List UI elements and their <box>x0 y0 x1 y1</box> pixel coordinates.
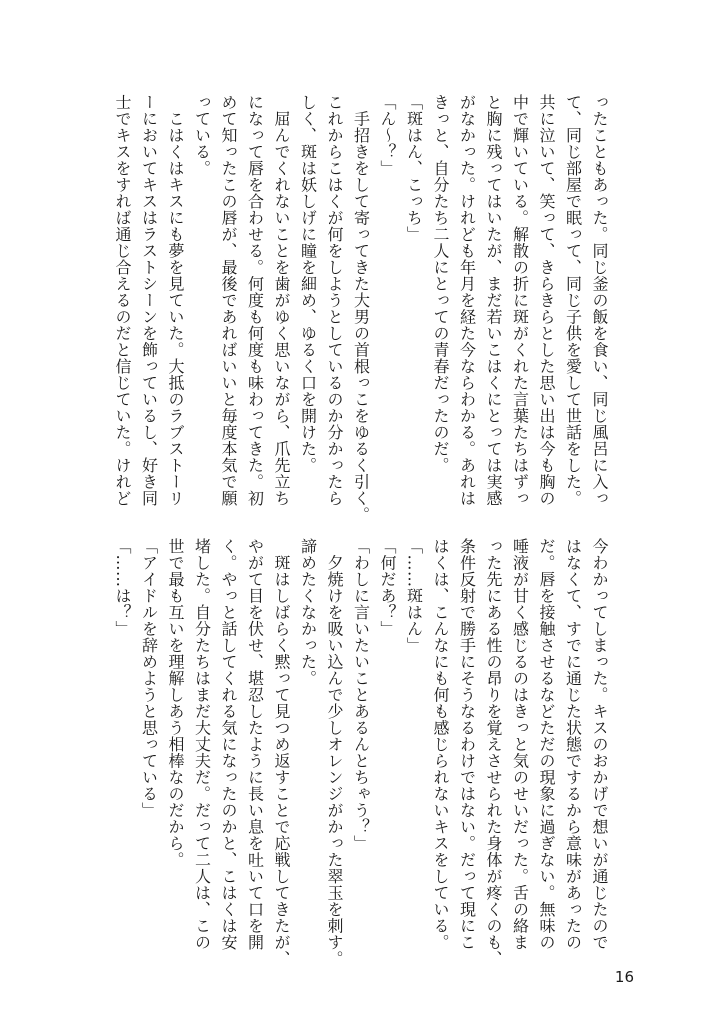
bottom-text-line: 「……は？」 <box>113 538 132 637</box>
top-text-line: めて知ったこの唇が、最後であればいいと毎度本気で願 <box>219 94 238 507</box>
top-text-line: ーにおいてキスはラストシーンを飾っているし、好き同 <box>139 94 159 507</box>
bottom-text-line: 諦めたくなかった。 <box>298 538 318 687</box>
bottom-text-line: やがて目を伏せ、堪忍したように長い息を吐いて口を開 <box>245 538 265 951</box>
top-text-line: 士でキスをすれば通じ合えるのだと信じていた。けれど <box>113 94 132 507</box>
bottom-text-line: 「アイドルを辞めようと思っている」 <box>139 538 159 819</box>
bottom-text-line: 今わかってしまった。キスのおかげで想いが通じたので <box>590 538 609 951</box>
top-text-line: 手招きをして寄ってきた大男の首根っこをゆるく引く。 <box>351 94 371 523</box>
top-text-line: て、同じ部屋で眠って、同じ子供を愛して世話をした。 <box>563 94 583 507</box>
bottom-text-line: 「何だあ？」 <box>378 538 397 637</box>
bottom-text-line: 「……斑はん」 <box>404 538 424 654</box>
text-block-bottom <box>109 538 613 967</box>
top-text-line: 中で輝いている。解散の折に斑がくれた言葉たちはずっ <box>510 94 530 507</box>
top-text-line: これからこはくが何をしようとしているのか分かったら <box>325 94 344 507</box>
bottom-text-line: 唾液が甘く感じるのはきっと気のせいだった。舌の絡ま <box>510 538 530 951</box>
top-text-line: ったこともあった。同じ釜の飯を食い、同じ風呂に入っ <box>590 94 609 507</box>
text-block-top <box>109 94 613 523</box>
top-text-line: 「斑はん、こっち」 <box>404 94 424 243</box>
top-text-line: と胸に残ってはいたが、まだ若いこはくにとっては実感 <box>484 94 503 507</box>
top-text-line: きっと、自分たち二人にとっての青春だったのだ。 <box>431 94 450 474</box>
bottom-text-line: はなくて、すでに通じた状態でするから意味があったの <box>563 538 583 951</box>
bottom-text-line: 堵した。自分たちはまだ大丈夫だ。だって二人は、この <box>192 538 212 951</box>
bottom-text-line: 「わしに言いたいことあるんとちゃう？」 <box>351 538 371 852</box>
bottom-text-line: く。やっと話してくれる気になったのかと、こはくは安 <box>219 538 238 951</box>
top-text-line: になって唇を合わせる。何度も何度も味わってきた。初 <box>245 94 265 507</box>
top-text-line: こはくはキスにも夢を見ていた。大抵のラブストーリ <box>166 94 185 507</box>
top-text-line: がなかった。けれども年月を経た今ならわかる。あれは <box>457 94 477 507</box>
bottom-text-line: った先にある性の昂りを覚えさせられた身体が疼くのも、 <box>484 538 503 967</box>
bottom-text-line: 斑はしばらく黙って見つめ返すことで応戦してきたが、 <box>272 538 291 967</box>
bottom-text-line: 条件反射で勝手にそうなるわけではない。だって現にこ <box>457 538 477 951</box>
top-text-line: 共に泣いて、笑って、きらきらとした思い出は今も胸の <box>537 94 556 507</box>
top-text-line: 屈んでくれないことを歯がゆく思いながら、爪先立ち <box>272 94 291 507</box>
top-text-line: しく、斑は妖しげに瞳を細め、ゆるく口を開けた。 <box>298 94 318 474</box>
bottom-text-line: だ。唇を接触させるなどただの現象に過ぎない。無味の <box>537 538 556 951</box>
top-text-line: 「ん〜？」 <box>378 94 397 177</box>
bottom-text-line: 世で最も互いを理解しあう相棒なのだから。 <box>166 538 185 868</box>
page-number: 16 <box>614 968 634 986</box>
bottom-text-line: はくは、こんなにも何も感じられないキスをしている。 <box>431 538 450 951</box>
top-text-line: っている。 <box>192 94 212 177</box>
bottom-text-line: 夕焼けを吸い込んで少しオレンジがかった翠玉を刺す。 <box>325 538 344 967</box>
